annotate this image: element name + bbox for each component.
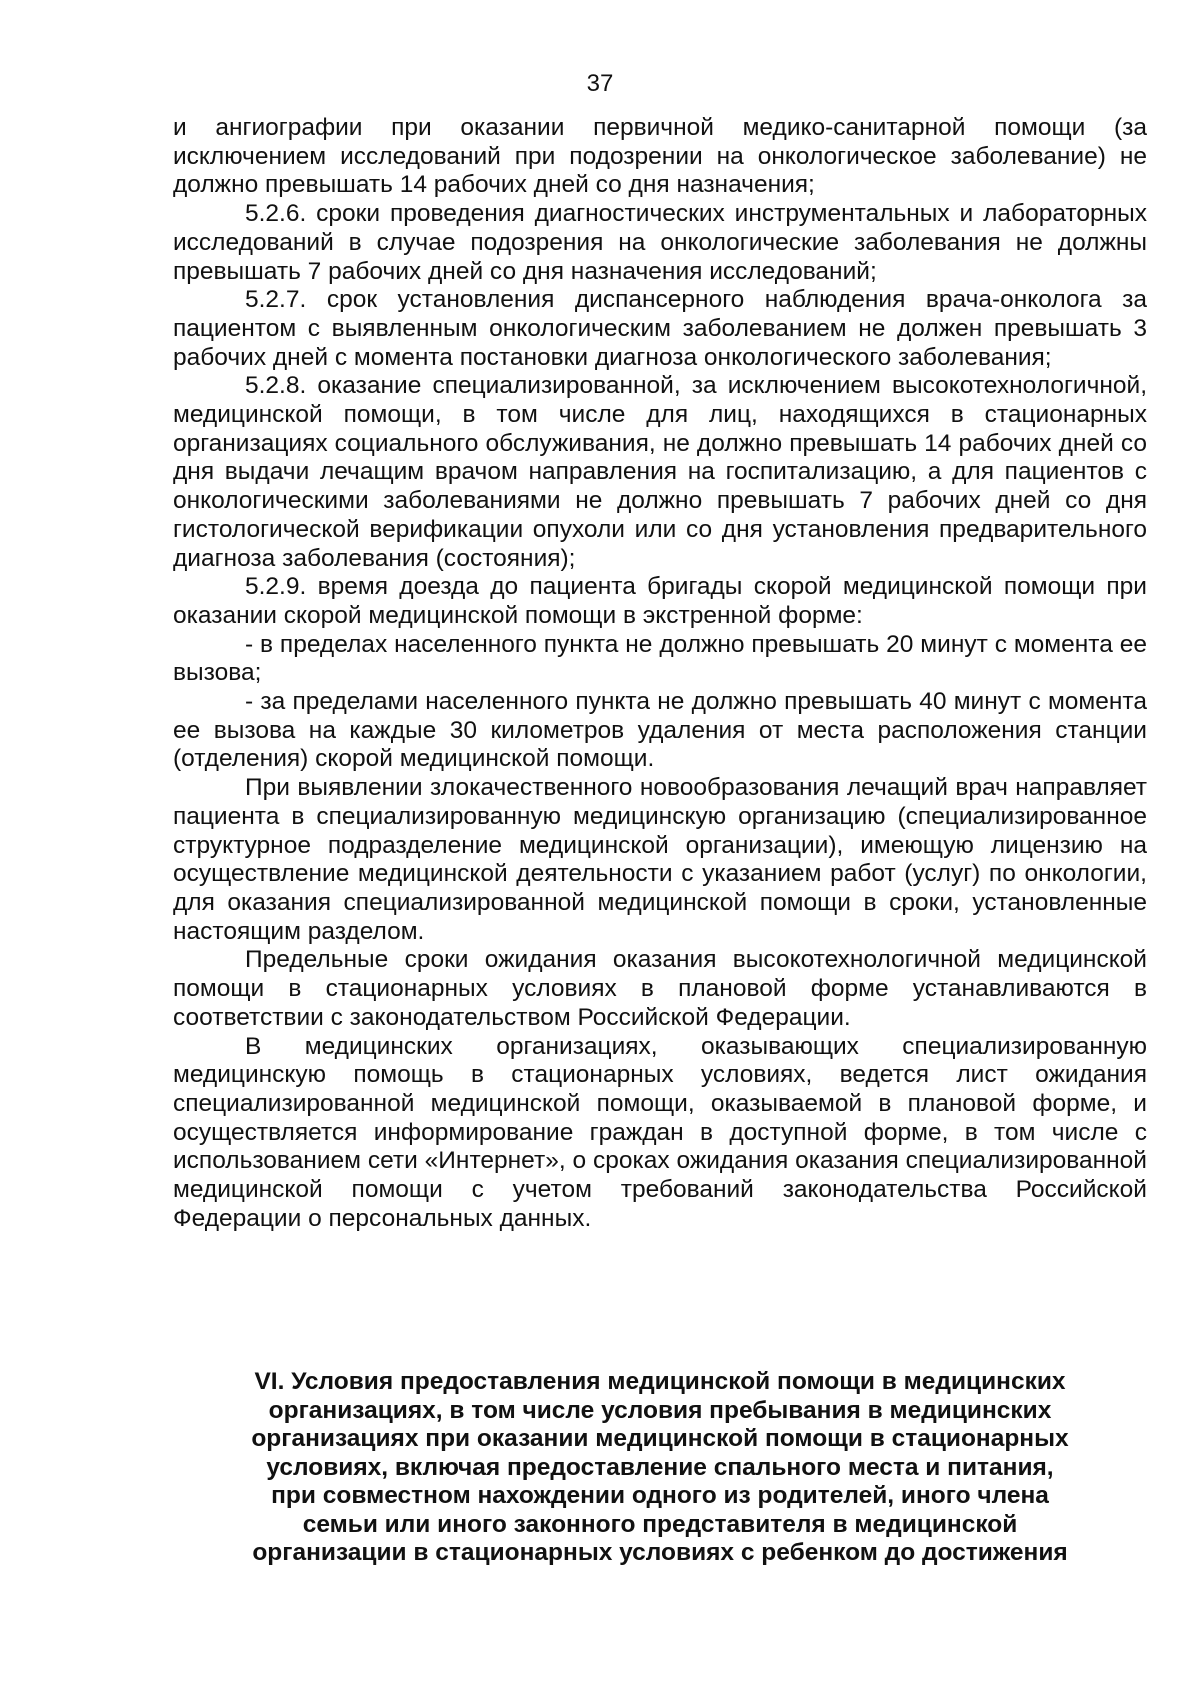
paragraph-high-tech-care: Предельные сроки ожидания оказания высокотехнологичной медицинской помощи в стационарных условиях в плановой форме устанавливаются в соответствии с законодательством Российской Федерации. (173, 946, 1147, 1031)
paragraph-5-2-8: 5.2.8. оказание специализированной, за исключением высокотехнологичной, медицинской помощи, в том числе для лиц, находящихся в стационарных организациях социального обслуживания, не должно превышать 14 рабочих дней со дня выдачи лечащим врачом направления на госпитализацию, а для пациентов с онкологическими заболеваниями не должно превышать 7 рабочих дней со дня гистологической верификации опухоли или со дня установления предварительного диагноза заболевания (состояния); (173, 372, 1147, 572)
paragraph-5-2-7: 5.2.7. срок установления диспансерного наблюдения врача-онколога за пациентом с выявленным онкологическим заболеванием не должен превышать 3 рабочих дней с момента постановки диагноза онкологического заболевания; (173, 286, 1147, 371)
section-heading-line: организации в стационарных условиях с ребенком до достижения (252, 1539, 1068, 1566)
page-number: 37 (586, 70, 614, 97)
paragraph-5-2-6: 5.2.6. сроки проведения диагностических инструментальных и лабораторных исследований в случае подозрения на онкологические заболевания не должны превышать 7 рабочих дней со дня назначения исследований; (173, 200, 1147, 285)
paragraph-continuation: и ангиографии при оказании первичной медико-санитарной помощи (за исключением исследований при подозрении на онкологическое заболевание) не должно превышать 14 рабочих дней со дня назначения; (173, 114, 1147, 199)
list-item-within-settlement: - в пределах населенного пункта не должно превышать 20 минут с момента ее вызова; (173, 630, 1147, 687)
section-heading (173, 1368, 1147, 1568)
section-heading-line: организациях при оказании медицинской помощи в стационарных (251, 1425, 1069, 1452)
paragraph-5-2-9: 5.2.9. время доезда до пациента бригады скорой медицинской помощи при оказании скорой медицинской помощи в экстренной форме: (173, 573, 1147, 629)
section-heading-line: организациях, в том числе условия пребывания в медицинских (268, 1396, 1052, 1424)
list-item-outside-settlement: - за пределами населенного пункта не должно превышать 40 минут с момента ее вызова на каждые 30 километров удаления от места расположения станции (отделения) скорой медицинской помощи. (173, 688, 1147, 773)
paragraph-oncology-referral: При выявлении злокачественного новообразования лечащий врач направляет пациента в специализированную медицинскую организацию (специализированное структурное подразделение медицинской организации), имеющую лицензию на осуществление медицинской деятельности с указанием работ (услуг) по онкологии, для оказания специализированной медицинской помощи в сроки, установленные настоящим разделом. (173, 774, 1147, 945)
body-text (173, 114, 1147, 1233)
section-heading-line: условиях, включая предоставление спального места и питания, (266, 1453, 1054, 1481)
section-heading-line: при совместном нахождении одного из родителей, иного члена (271, 1482, 1049, 1509)
section-heading-line: семьи или иного законного представителя в медицинской (302, 1510, 1018, 1538)
section-heading-line: VI. Условия предоставления медицинской помощи в медицинских (254, 1368, 1066, 1395)
paragraph-waiting-list: В медицинских организациях, оказывающих специализированную медицинскую помощь в стационарных условиях, ведется лист ожидания специализированной медицинской помощи, оказываемой в плановой форме, и осуществляется информирование граждан в доступной форме, в том числе с использованием сети «Интернет», о сроках ожидания оказания специализированной медицинской помощи с учетом требований законодательства Российской Федерации о персональных данных. (173, 1032, 1147, 1232)
